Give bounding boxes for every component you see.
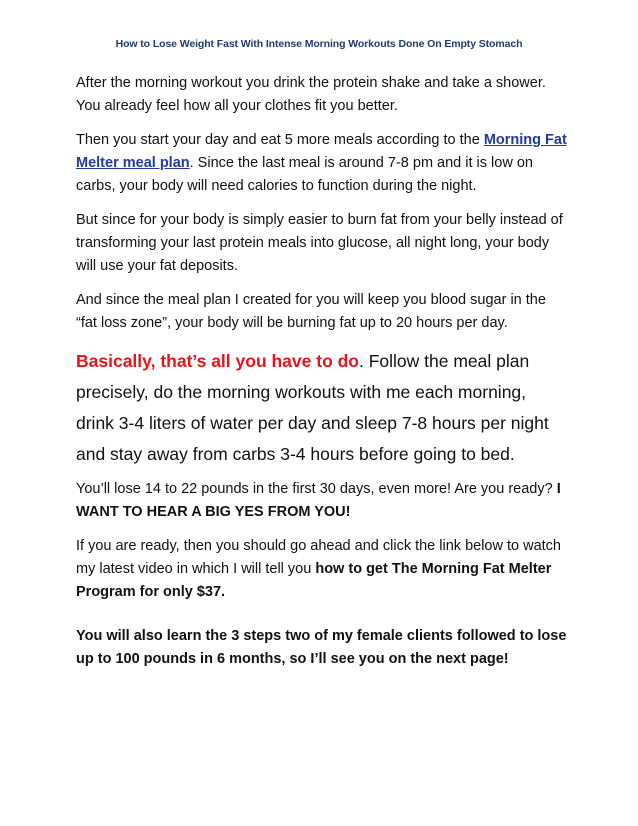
paragraph-2-text-after: . Since the last meal is around 7-8 pm and it is low on carbs, your body will need calories to function during the night. bbox=[76, 155, 533, 194]
page-header-title: How to Lose Weight Fast With Intense Morning Workouts Done On Empty Stomach bbox=[115, 38, 523, 50]
paragraph-3 bbox=[76, 209, 568, 278]
paragraph-2 bbox=[76, 129, 568, 198]
paragraph-2-text-before: Then you start your day and eat 5 more meals according to the bbox=[76, 132, 484, 148]
meal-plan-link[interactable]: Morning Fat Melter meal plan bbox=[76, 132, 567, 171]
paragraph-1-text: After the morning workout you drink the protein shake and take a shower. You already feel how all your clothes fit you better. bbox=[76, 75, 546, 114]
paragraph-3-text: But since for your body is simply easier to burn fat from your belly instead of transforming your last protein meals into glucose, all night long, your body will use your fat deposits. bbox=[76, 212, 563, 274]
paragraph-6-bold: I WANT TO HEAR A BIG YES FROM YOU! bbox=[76, 481, 561, 520]
paragraph-7 bbox=[76, 535, 568, 604]
paragraph-8-bold: You will also learn the 3 steps two of my female clients followed to lose up to 100 pounds in 6 months, so I’ll see you on the next page! bbox=[76, 628, 567, 667]
paragraph-8 bbox=[76, 625, 568, 671]
paragraph-7-text: If you are ready, then you should go ahead and click the link below to watch my latest video in which I will tell you bbox=[76, 538, 561, 577]
paragraph-6 bbox=[76, 478, 568, 524]
paragraph-1 bbox=[76, 72, 568, 118]
paragraph-5 bbox=[76, 346, 568, 470]
paragraph-5-highlight: Basically, that’s all you have to do bbox=[76, 351, 359, 371]
paragraph-4-text: And since the meal plan I created for you will keep you blood sugar in the “fat loss zone”, your body will be burning fat up to 20 hours per day. bbox=[76, 292, 546, 331]
document-body bbox=[76, 72, 568, 682]
paragraph-6-text: You’ll lose 14 to 22 pounds in the first 30 days, even more! Are you ready? bbox=[76, 481, 557, 497]
paragraph-7-bold: how to get The Morning Fat Melter Program for only $37. bbox=[76, 561, 552, 600]
paragraph-5-text: . Follow the meal plan precisely, do the morning workouts with me each morning, drink 3-4 liters of water per day and sleep 7-8 hours per night and stay away from carbs 3-4 hours before going to bed. bbox=[76, 351, 549, 464]
paragraph-4 bbox=[76, 289, 568, 335]
spacer bbox=[76, 615, 568, 625]
